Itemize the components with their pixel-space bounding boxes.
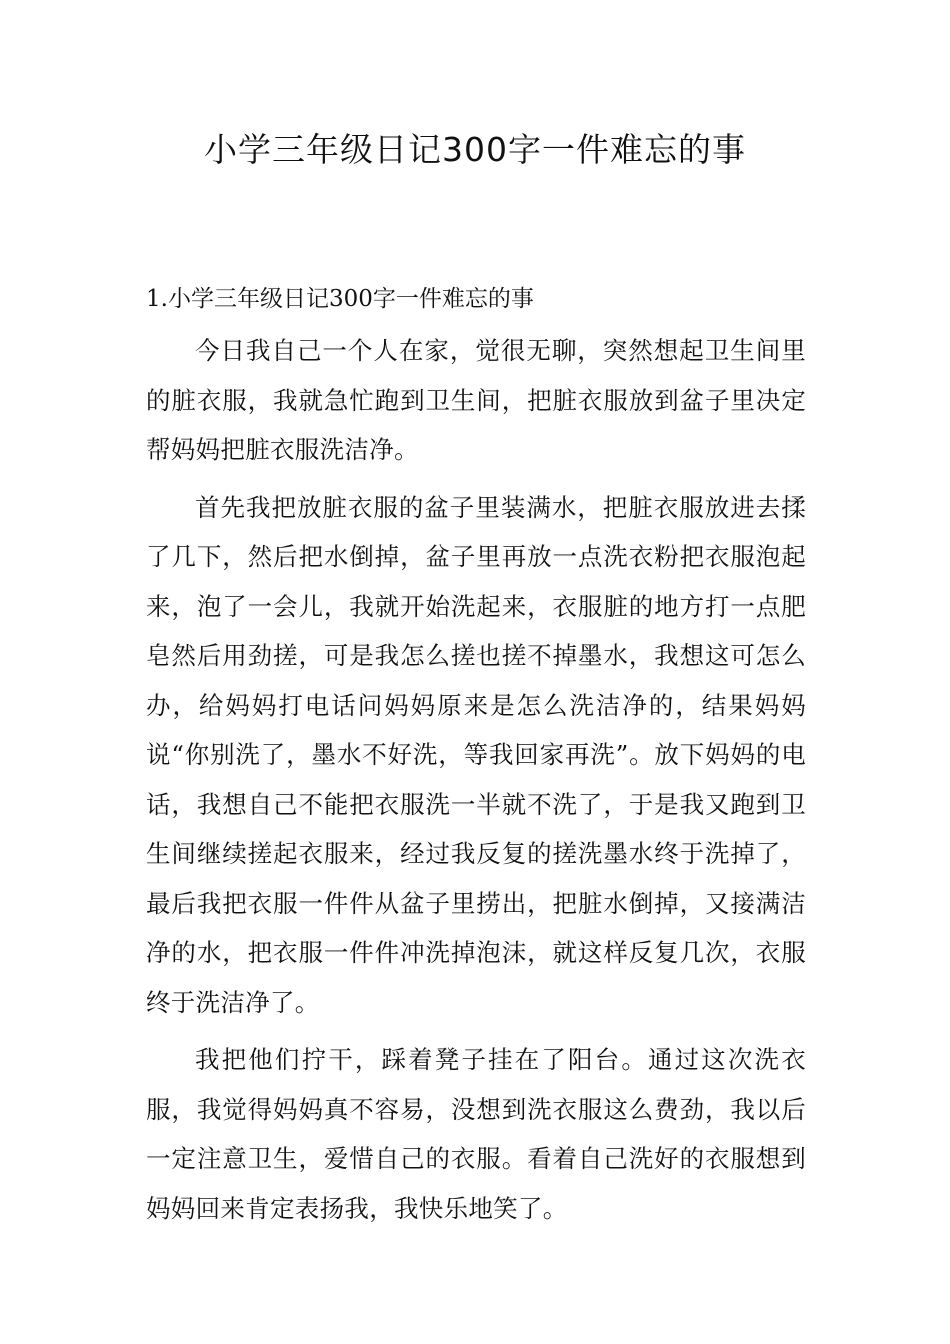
document-title: 小学三年级日记300字一件难忘的事 — [204, 130, 746, 169]
paragraph-3: 我把他们拧干，踩着凳子挂在了阳台。通过这次洗衣服，我觉得妈妈真不容易，没想到洗衣服这么费劲，我以后一定注意卫生，爱惜自己的衣服。看着自己洗好的衣服想到妈妈回来肯定表扬我，我快乐地笑了。 — [146, 1045, 806, 1223]
section-heading: 1.小学三年级日记300字一件难忘的事 — [146, 286, 534, 312]
paragraph-1: 今日我自己一个人在家，觉很无聊，突然想起卫生间里的脏衣服，我就急忙跑到卫生间，把脏衣服放到盆子里决定帮妈妈把脏衣服洗洁净。 — [146, 336, 806, 464]
document-body — [146, 280, 806, 1233]
paragraph-2: 首先我把放脏衣服的盆子里装满水，把脏衣服放进去揉了几下，然后把水倒掉，盆子里再放一点洗衣粉把衣服泡起来，泡了一会儿，我就开始洗起来，衣服脏的地方打一点肥皂然后用劲搓，可是我怎么搓也搓不掉墨水，我想这可怎么办，给妈妈打电话问妈妈原来是怎么洗洁净的，结果妈妈说“你别洗了，墨水不好洗，等我回家再洗”。放下妈妈的电话，我想自己不能把衣服洗一半就不洗了，于是我又跑到卫生间继续搓起衣服来，经过我反复的搓洗墨水终于洗掉了，最后我把衣服一件件从盆子里捞出，把脏水倒掉，又接满洁净的水，把衣服一件件冲洗掉泡沫，就这样反复几次，衣服终于洗洁净了。 — [146, 492, 806, 1017]
